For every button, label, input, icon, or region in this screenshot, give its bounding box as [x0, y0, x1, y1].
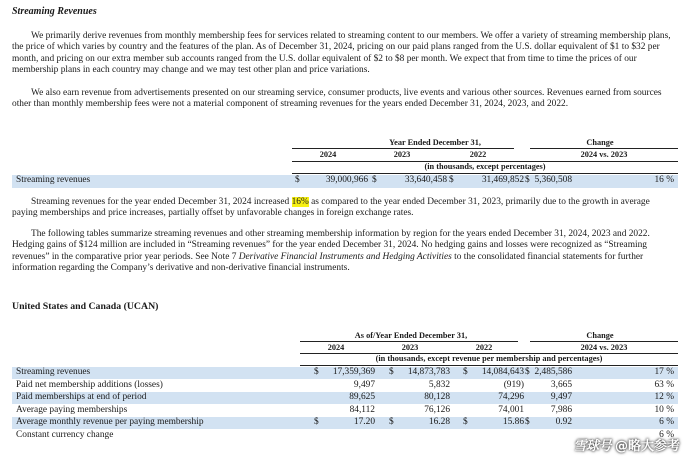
table1-change-header: Change	[586, 138, 614, 147]
currency-symbol: $	[389, 367, 394, 377]
cell-2022: 74,296	[498, 392, 524, 403]
table1-change-sub: 2024 vs. 2023	[580, 150, 628, 159]
table1-year-2022: 2022	[469, 150, 487, 159]
section-heading: Streaming Revenues	[12, 6, 97, 17]
cell-2024: 84,112	[349, 404, 375, 415]
cell-change-pct: 63 %	[654, 379, 674, 390]
ucan-rule	[300, 365, 678, 366]
cell-2022: (919)	[503, 379, 524, 390]
cell-2023: 16.28	[428, 417, 450, 428]
ucan-year-2023: 2023	[401, 343, 419, 352]
row-label: Streaming revenues	[16, 175, 91, 185]
cell-change-pct: 6 %	[659, 430, 674, 440]
ucan-heading: United States and Canada (UCAN)	[12, 301, 159, 312]
table1-year-2024: 2024	[319, 150, 337, 159]
table1-rule	[292, 173, 678, 174]
cell-2023: 80,128	[424, 392, 450, 403]
currency-symbol: $	[295, 175, 300, 185]
row-label: Average paying memberships	[16, 404, 128, 415]
currency-symbol: $	[463, 367, 468, 377]
currency-symbol: $	[314, 417, 319, 428]
ucan-rule	[300, 341, 518, 342]
ucan-year-2024: 2024	[327, 343, 345, 352]
ucan-change-sub: 2024 vs. 2023	[580, 343, 628, 352]
currency-symbol: $	[449, 175, 454, 185]
ucan-units-note: (in thousands, except revenue per membership and percentages)	[375, 354, 603, 363]
cell-2023: 14,873,783	[407, 367, 450, 377]
cell-change: 9,497	[550, 392, 572, 403]
paragraph-text: as compared to the year ended December 31, 2023, primarily due to the growth in average paying memberships and price increases, partially offset by unfavorable changes in foreign exchange rates.	[12, 197, 650, 219]
cell-change-pct: 16 %	[654, 175, 674, 185]
currency-symbol: $	[525, 175, 530, 185]
table1-rule	[530, 148, 678, 149]
paragraph-regional-tables	[12, 229, 677, 275]
cell-2023: 5,832	[428, 379, 450, 390]
cell-change: 0.92	[555, 417, 572, 428]
cell-2024: 17,359,369	[332, 367, 375, 377]
cell-2022: 31,469,852	[481, 175, 524, 185]
table1-rule	[292, 148, 514, 149]
paragraph-text: to the consolidated financial statements for further information regarding the Company’s derivative and non-derivative financial instruments.	[12, 251, 644, 274]
table1-year-2023: 2023	[393, 150, 411, 159]
table-row	[12, 417, 678, 429]
watermark-logo: 雪球号	[573, 439, 611, 454]
cell-2023: 33,640,458	[404, 175, 447, 185]
currency-symbol: $	[372, 175, 377, 185]
ucan-rule	[530, 341, 678, 342]
cell-change-pct: 17 %	[654, 367, 674, 377]
cell-change-pct: 10 %	[654, 404, 674, 415]
currency-symbol: $	[389, 417, 394, 428]
row-label: Paid net membership additions (losses)	[16, 379, 163, 390]
table1-units-note: (in thousands, except percentages)	[424, 162, 546, 171]
cell-2024: 17.20	[353, 417, 375, 428]
table-row	[12, 380, 678, 392]
cell-2022: 14,084,643	[481, 367, 524, 377]
ucan-year-2022: 2022	[475, 343, 493, 352]
cell-2023: 76,126	[424, 404, 450, 415]
cell-2022: 74,001	[498, 404, 524, 415]
note-reference: Derivative Financial Instruments and Hedging Activities	[238, 251, 452, 262]
row-label: Streaming revenues	[16, 367, 91, 377]
paragraph-advertising: We also earn revenue from advertisements presented on our streaming service, consumer products, live events and various other sources. Revenues earned from sources other than monthly membership fees were not a material component of streaming revenues for the years ended December 31, 2024, 2023, and 2022.	[12, 88, 662, 110]
paragraph-membership-fees: We primarily derive revenues from monthly membership fees for services related to streaming content to our members. We offer a variety of streaming membership plans, the price of which varies by country and the features of the plan. As of December 31, 2024, pricing on our paid plans ranged from the U.S. dollar equivalent of $1 to $32 per month, and pricing on our extra member sub accounts ranged from the U.S. dollar equivalent of $2 to $8 per month. We expect that from time to time the prices of our membership plans in each country may change and we may test other plan and price variations.	[12, 31, 671, 76]
table1-group-header: Year Ended December 31,	[389, 138, 481, 147]
paragraph-text: Streaming revenues for the year ended December 31, 2024 increased	[31, 197, 292, 207]
row-label: Average monthly revenue per paying membership	[16, 417, 204, 428]
currency-symbol: $	[314, 367, 319, 377]
watermark	[573, 439, 680, 455]
paragraph-text: The following tables summarize streaming revenues and other streaming membership information by region for the years ended December 31, 2024, 2023 and 2022. Hedging gains of $124 million are included in “Streaming revenues” for the year ended December 31, 2024. No hedging gains and losses were recognized as “Streaming revenues” in the comparative prior year periods. See Note 7	[12, 229, 650, 262]
ucan-group-header: As of/Year Ended December 31,	[354, 331, 468, 340]
cell-change: 3,665	[550, 379, 572, 390]
table-row	[12, 392, 678, 404]
cell-2022: 15.86	[502, 417, 524, 428]
row-label: Constant currency change	[16, 430, 114, 440]
highlighted-percentage: 16%	[291, 197, 309, 207]
table-row	[12, 367, 678, 379]
row-label: Paid memberships at end of period	[16, 392, 147, 403]
table-row	[12, 405, 678, 417]
cell-2024: 89,625	[349, 392, 375, 403]
paragraph-growth	[12, 197, 677, 220]
cell-change-pct: 6 %	[659, 417, 674, 428]
cell-change-pct: 12 %	[654, 392, 674, 403]
table-row	[12, 175, 678, 188]
currency-symbol: $	[463, 417, 468, 428]
cell-2024: 39,000,966	[325, 175, 368, 185]
cell-2024: 9,497	[353, 379, 375, 390]
cell-change: 2,485,586	[534, 367, 572, 377]
ucan-change-header: Change	[586, 331, 614, 340]
cell-change: 5,360,508	[534, 175, 572, 185]
watermark-text: @略大参考	[614, 439, 680, 454]
currency-symbol: $	[525, 367, 530, 377]
cell-change: 7,986	[550, 404, 572, 415]
currency-symbol: $	[525, 417, 530, 428]
